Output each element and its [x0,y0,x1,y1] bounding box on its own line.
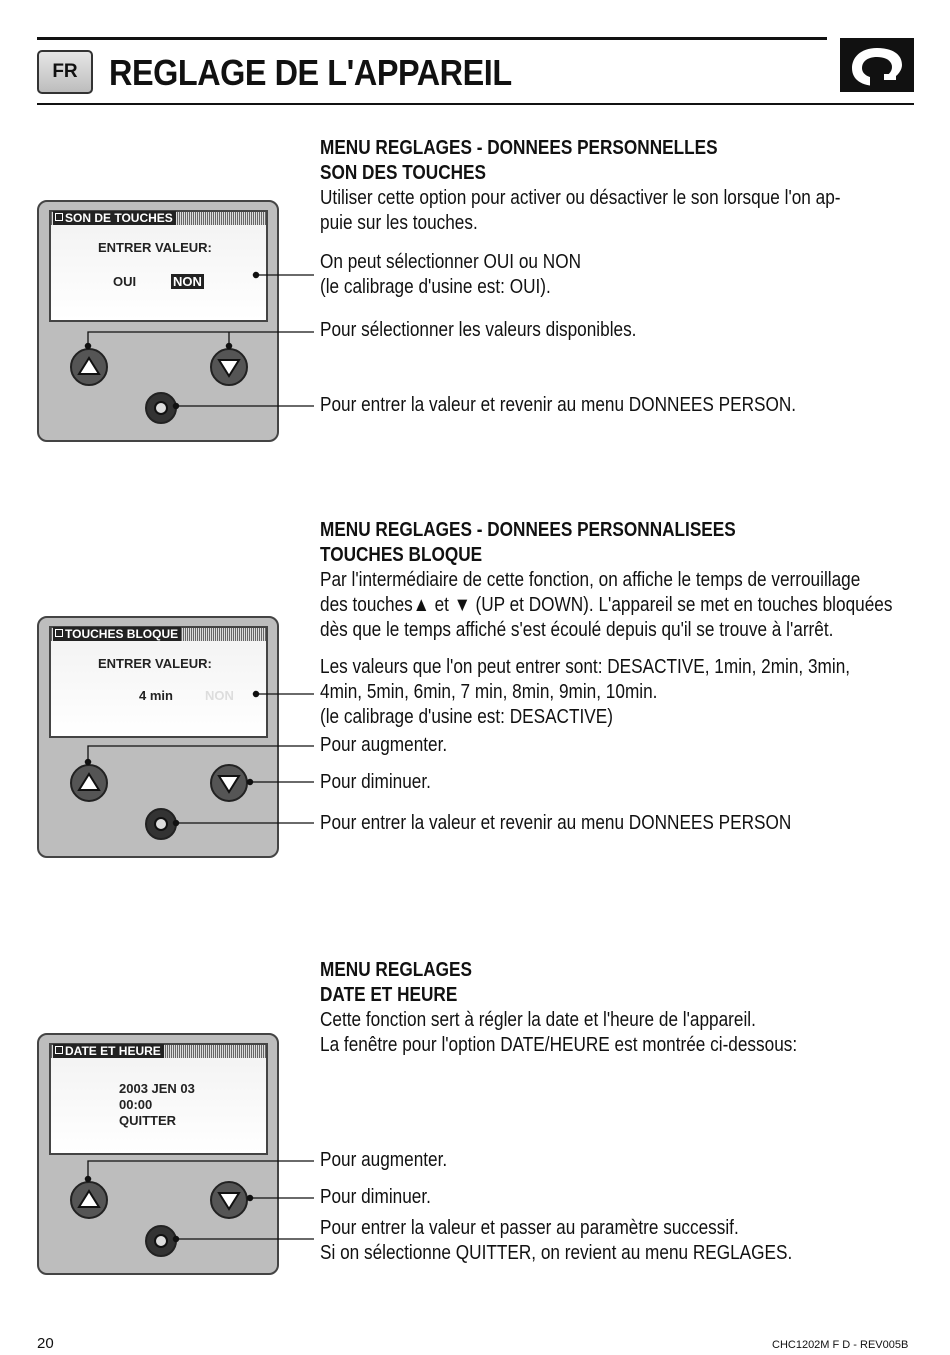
section-heading: MENU REGLAGES [320,959,472,981]
values-line: (le calibrage d'usine est: DESACTIVE) [320,706,613,728]
description-line: Utiliser cette option pour activer ou désactiver le son lorsque l'on ap- [320,187,841,209]
page-title: REGLAGE DE L'APPAREIL [109,52,512,93]
page-number: 20 [37,1335,54,1352]
screen-ghost-text: NON [205,688,234,703]
values-line: 4min, 5min, 6min, 7 min, 8min, 9min, 10min. [320,681,658,703]
description-fragment: des touches [320,594,413,616]
description-fragment: et [434,594,449,616]
callout-text: Pour diminuer. [320,771,431,793]
section-heading: MENU REGLAGES - DONNEES PERSONNALISEES [320,519,736,541]
screen-title: TOUCHES BLOQUE [53,627,181,641]
screen-title: DATE ET HEURE [53,1044,164,1058]
options-line: (le calibrage d'usine est: OUI). [320,276,551,298]
description-line: Cette fonction sert à régler la date et l'heure de l'appareil. [320,1009,756,1031]
options-line: On peut sélectionner OUI ou NON [320,251,581,273]
section-subheading: DATE ET HEURE [320,984,458,1006]
section-subheading: TOUCHES BLOQUE [320,544,483,566]
values-line: Les valeurs que l'on peut entrer sont: DESACTIVE, 1min, 2min, 3min, [320,656,851,678]
document-reference: CHC1202M F D - REV005B [772,1339,909,1351]
callout-text: Pour entrer la valeur et revenir au menu DONNEES PERSON. [320,394,797,416]
description-line: La fenêtre pour l'option DATE/HEURE est montrée ci-dessous: [320,1034,798,1056]
callout-text: Pour augmenter. [320,1149,448,1171]
option-non-selected[interactable]: NON [173,274,202,289]
callout-text: Pour diminuer. [320,1186,431,1208]
section-heading: MENU REGLAGES - DONNEES PERSONNELLES [320,137,718,159]
screen-time[interactable]: 00:00 [119,1097,153,1112]
description-line: Par l'intermédiaire de cette fonction, on affiche le temps de verrouillage [320,569,861,591]
callout-text: Pour sélectionner les valeurs disponibles. [320,319,637,341]
screen-prompt: ENTRER VALEUR: [98,656,212,671]
down-triangle-icon: ▼ [453,594,471,616]
description-line: dès que le temps affiché s'est écoulé depuis qu'il se trouve à l'arrêt. [320,619,834,641]
up-triangle-icon: ▲ [412,594,430,616]
screen-value[interactable]: 4 min [139,688,173,703]
section-subheading: SON DES TOUCHES [320,162,486,184]
callout-text: Pour entrer la valeur et passer au paramètre successif. [320,1217,739,1239]
screen-quit[interactable]: QUITTER [119,1113,177,1128]
description-fragment: (UP et DOWN). L'appareil se met en touches bloquées [475,594,893,616]
callout-text: Si on sélectionne QUITTER, on revient au menu REGLAGES. [320,1242,793,1264]
callout-text: Pour entrer la valeur et revenir au menu DONNEES PERSON [320,812,792,834]
callout-text: Pour augmenter. [320,734,448,756]
screen-date[interactable]: 2003 JEN 03 [119,1081,195,1096]
screen-title: SON DE TOUCHES [53,211,176,225]
description-line: puie sur les touches. [320,212,478,234]
option-oui[interactable]: OUI [113,274,137,289]
screen-prompt: ENTRER VALEUR: [98,240,212,255]
language-badge: FR [37,50,93,94]
